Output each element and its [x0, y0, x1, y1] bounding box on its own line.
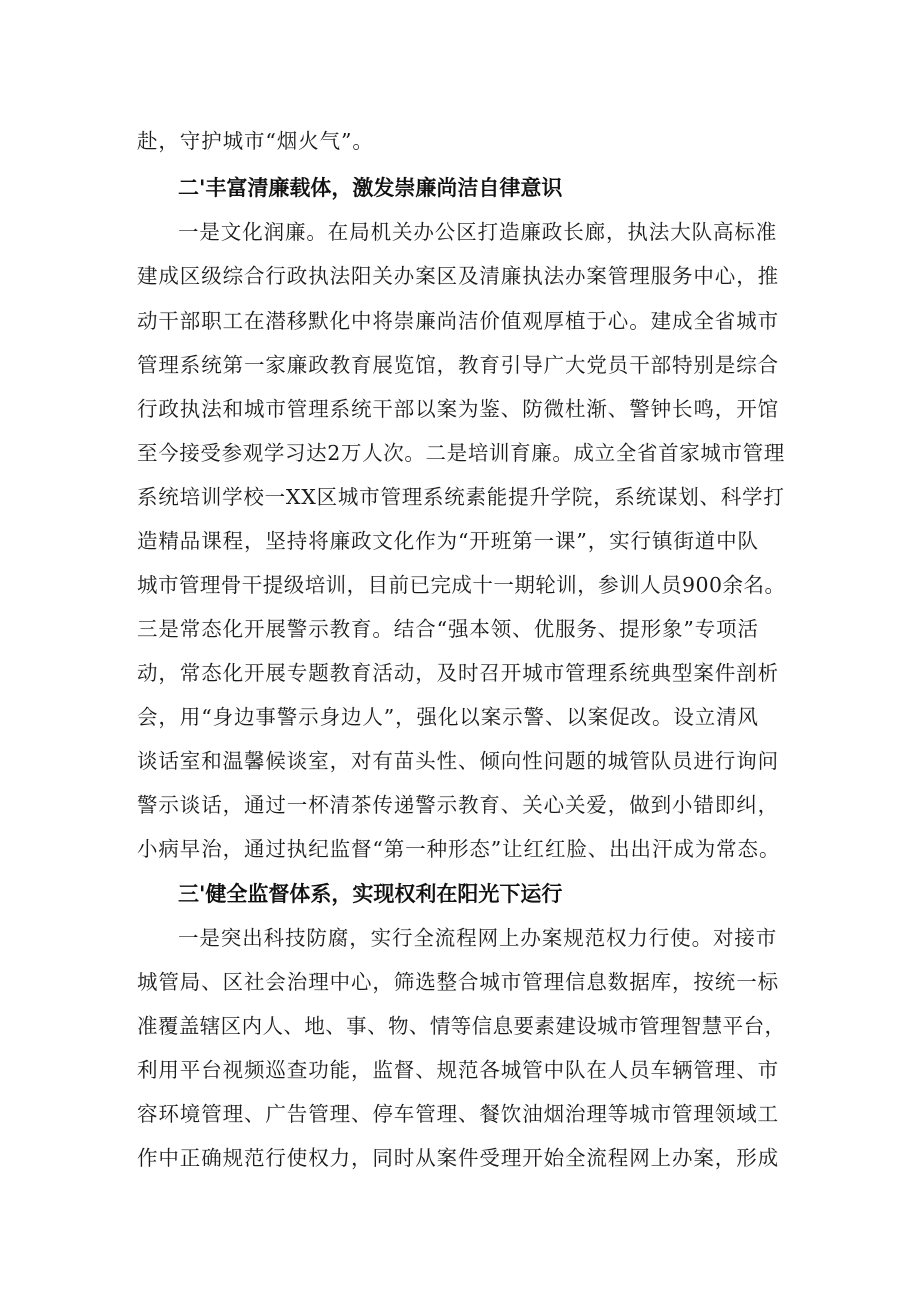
body-line: 赴，守护城市“烟火气”。	[137, 129, 374, 153]
body-line: 城市管理骨干提级培训，目前已完成十一期轮训，参训人员900余名。	[137, 573, 786, 597]
body-line: 建成区级综合行政执法阳关办案区及清廉执法办案管理服务中心，推	[137, 264, 779, 288]
body-line: 小病早治，通过执纪监督“第一种形态”让红红脸、出出汗成为常态。	[137, 837, 781, 861]
section-heading-3: 三'健全监督体系，实现权利在阳光下运行	[178, 882, 563, 906]
body-line: 一是突出科技防腐，实行全流程网上办案规范权力行使。对接市	[178, 926, 778, 950]
body-line: 作中正确规范行使权力，同时从案件受理开始全流程网上办案，形成	[137, 1146, 779, 1170]
body-line: 动干部职工在潜移默化中将崇廉尚洁价值观厚植于心。建成全省城市	[137, 309, 779, 333]
body-line: 造精品课程，坚持将廉政文化作为“开班第一课”，实行镇街道中队	[137, 529, 759, 553]
section-heading-2: 二'丰富清廉载体，激发崇廉尚洁自律意识	[178, 176, 563, 200]
body-line: 容环境管理、广告管理、停车管理、餐饮油烟治理等城市管理领域工	[137, 1102, 779, 1126]
body-line: 谈话室和温馨候谈室，对有苗头性、倾向性问题的城管队员进行询问	[137, 749, 779, 773]
body-line: 一是文化润廉。在局机关办公区打造廉政长廊，执法大队高标准	[178, 220, 778, 244]
body-line: 至今接受参观学习达2万人次。二是培训育廉。成立全省首家城市管理	[137, 441, 785, 465]
body-line: 管理系统第一家廉政教育展览馆，教育引导广大党员干部特别是综合	[137, 353, 779, 377]
body-line: 警示谈话，通过一杯清茶传递警示教育、关心关爱，做到小错即纠，	[137, 793, 779, 817]
body-line: 准覆盖辖区内人、地、事、物、情等信息要素建设城市管理智慧平台，	[137, 1014, 786, 1038]
body-line: 城管局、区社会治理中心，筛选整合城市管理信息数据库，按统一标	[137, 970, 779, 994]
body-line: 会，用“身边事警示身边人”，强化以案示警、以案促改。设立清风	[137, 705, 759, 729]
body-line: 动，常态化开展专题教育活动，及时召开城市管理系统典型案件剖析	[137, 661, 779, 685]
body-line: 行政执法和城市管理系统干部以案为鉴、防微杜渐、警钟长鸣，开馆	[137, 397, 779, 421]
body-line: 系统培训学校一XX区城市管理系统素能提升学院，系统谋划、科学打	[137, 485, 785, 509]
body-line: 利用平台视频巡查功能，监督、规范各城管中队在人员车辆管理、市	[137, 1058, 779, 1082]
body-line: 三是常态化开展警示教育。结合“强本领、优服务、提形象”专项活	[137, 617, 759, 641]
